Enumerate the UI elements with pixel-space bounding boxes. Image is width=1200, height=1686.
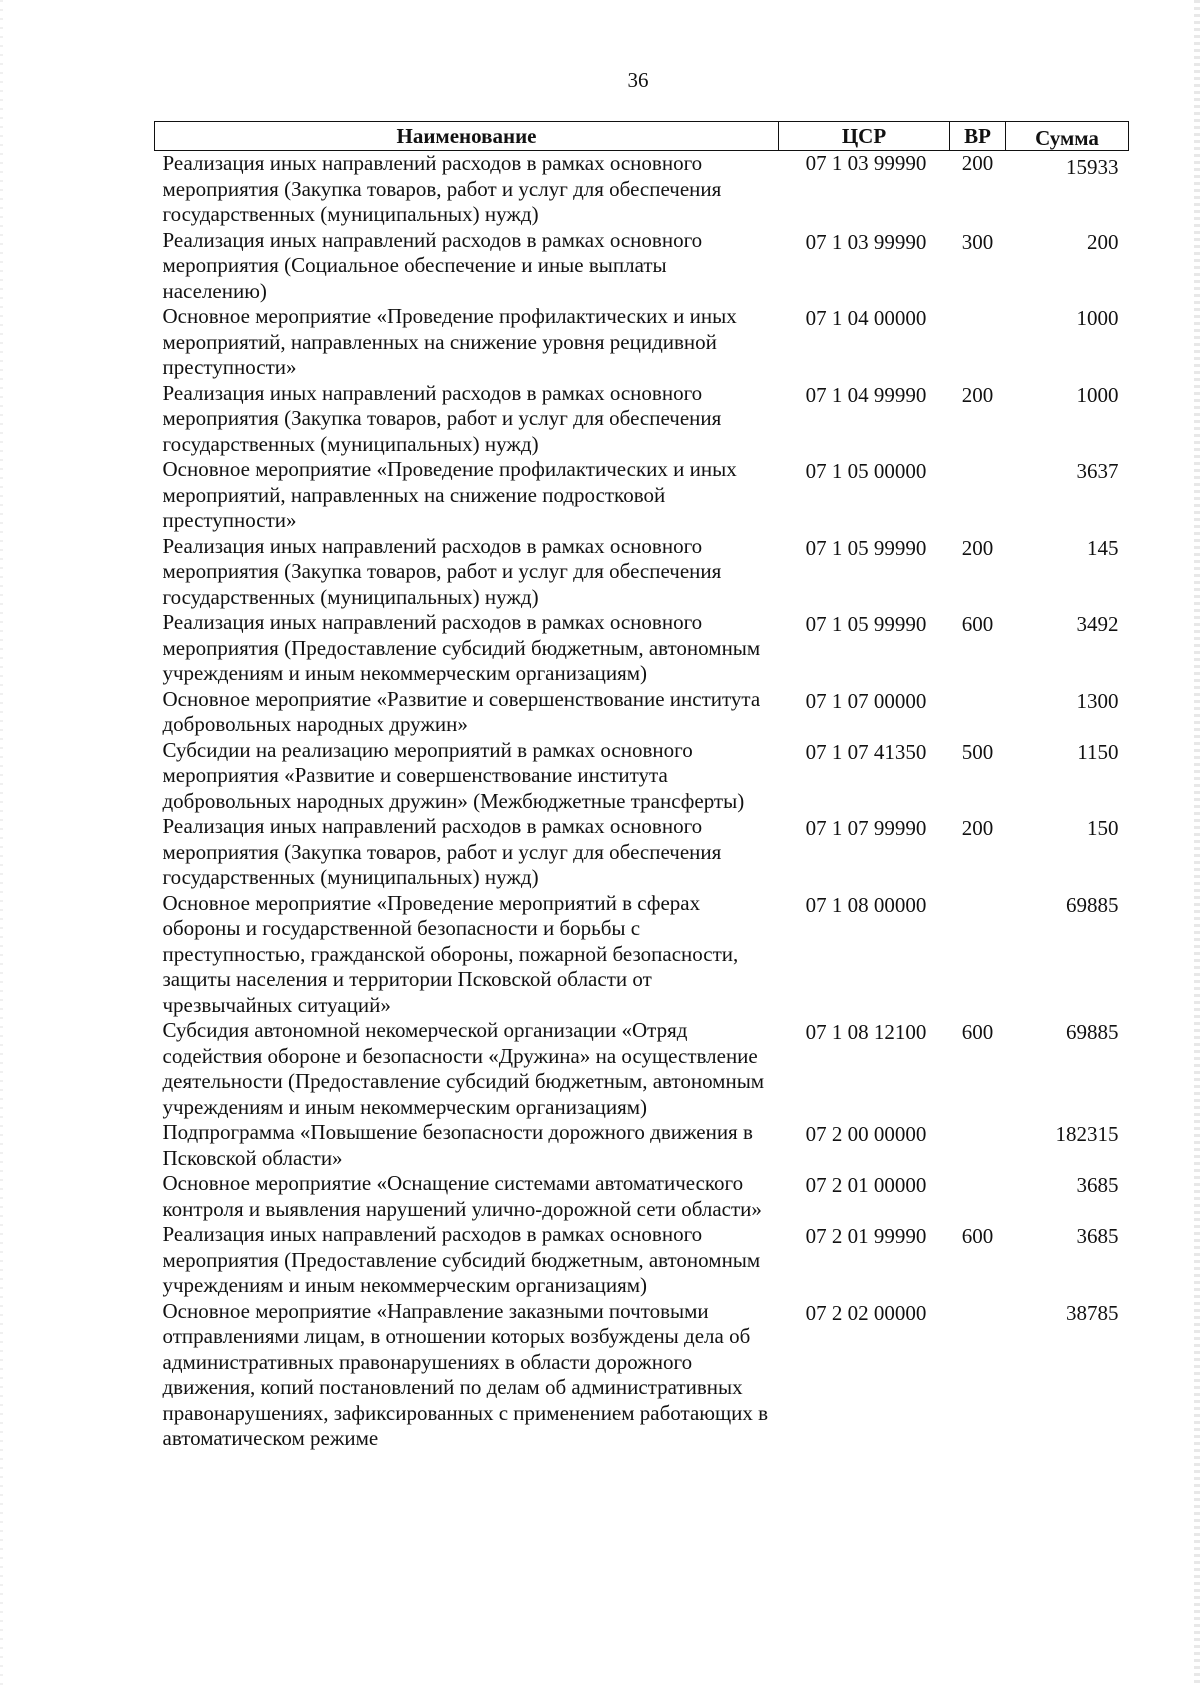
table-row <box>155 687 1129 738</box>
row-csr-cell: 07 1 03 99990 <box>805 151 927 175</box>
page-number: 36 <box>627 68 649 92</box>
row-vr-cell <box>950 687 1006 738</box>
table-row <box>155 1222 1129 1299</box>
row-vr-cell: 200 <box>961 151 994 175</box>
row-csr-cell: 07 1 04 00000 <box>805 306 927 330</box>
table-row <box>155 814 1129 891</box>
row-csr-cell: 07 1 08 12100 <box>805 1020 927 1044</box>
row-sum-cell: 3685 <box>1076 1224 1119 1248</box>
table-header <box>155 122 1129 151</box>
row-sum-cell: 150 <box>1087 816 1119 840</box>
row-sum-cell: 3492 <box>1076 612 1119 636</box>
row-name-cell: Основное мероприятие «Развитие и совершенствование института добровольных народных дружин» <box>162 686 761 736</box>
row-vr-cell <box>950 891 1006 1019</box>
row-sum-cell: 1000 <box>1076 382 1119 407</box>
row-vr-cell <box>950 1299 1006 1452</box>
row-name-cell: Основное мероприятие «Проведение профилактических и иных мероприятий, направленных на снижение уровня рецидивной преступности» <box>162 304 737 379</box>
row-vr-cell <box>950 1120 1006 1171</box>
table-row <box>155 1171 1129 1222</box>
table-row <box>155 304 1129 381</box>
row-vr-cell: 600 <box>961 1224 994 1248</box>
table-row <box>155 1299 1129 1452</box>
row-csr-cell: 07 1 03 99990 <box>805 229 927 254</box>
row-sum-cell: 69885 <box>1066 1020 1119 1044</box>
row-vr-cell: 300 <box>961 229 994 254</box>
header-csr: ЦСР <box>779 122 950 151</box>
row-name-cell: Основное мероприятие «Проведение профилактических и иных мероприятий, направленных на снижение подростковой преступности» <box>162 457 737 532</box>
row-sum-cell: 1300 <box>1076 688 1119 713</box>
row-name-cell: Субсидии на реализацию мероприятий в рамках основного мероприятия «Развитие и совершенствование института добровольных народных дружин» (Межбюджетные трансферты) <box>162 737 745 813</box>
header-sum: Сумма <box>1006 122 1129 151</box>
row-csr-cell: 07 2 02 00000 <box>805 1300 927 1325</box>
table-row <box>155 381 1129 458</box>
row-csr-cell: 07 1 07 00000 <box>805 688 927 713</box>
scan-edge-right <box>1194 0 1200 1686</box>
row-sum-cell: 69885 <box>1066 892 1119 917</box>
table-body <box>155 151 1129 1452</box>
row-name-cell: Реализация иных направлений расходов в рамках основного мероприятия (Закупка товаров, работ и услуг для обеспечения государственных (муниципальных) нужд) <box>162 380 722 456</box>
row-vr-cell: 200 <box>961 816 994 840</box>
row-vr-cell <box>950 1171 1006 1222</box>
row-name-cell: Субсидия автономной некомерческой организации «Отряд содействия обороне и безопасности «Дружина» на осуществление деятельности (Предоставление субсидий бюджетным, автономным учреждениям и иным некоммерческим организациям) <box>162 1018 765 1119</box>
row-csr-cell: 07 1 07 99990 <box>805 816 927 840</box>
row-name-cell: Реализация иных направлений расходов в рамках основного мероприятия (Закупка товаров, работ и услуг для обеспечения государственных (муниципальных) нужд) <box>162 814 722 889</box>
row-vr-cell <box>950 457 1006 534</box>
table-row <box>155 610 1129 687</box>
row-name-cell: Реализация иных направлений расходов в рамках основного мероприятия (Предоставление субсидий бюджетным, автономным учреждениям и иным некоммерческим организациям) <box>162 610 761 685</box>
row-csr-cell: 07 2 01 00000 <box>805 1173 927 1197</box>
row-vr-cell: 600 <box>961 1020 994 1044</box>
row-name-cell: Подпрограмма «Повышение безопасности дорожного движения в Псковской области» <box>162 1120 753 1170</box>
table-row <box>155 738 1129 815</box>
row-sum-cell: 3685 <box>1076 1173 1119 1197</box>
row-name-cell: Реализация иных направлений расходов в рамках основного мероприятия (Закупка товаров, работ и услуг для обеспечения государственных (муниципальных) нужд) <box>162 151 722 226</box>
table-row <box>155 1018 1129 1120</box>
row-name-cell: Реализация иных направлений расходов в рамках основного мероприятия (Предоставление субсидий бюджетным, автономным учреждениям и иным некоммерческим организациям) <box>162 1222 761 1297</box>
row-sum-cell: 1150 <box>1077 739 1119 764</box>
row-sum-cell: 182315 <box>1055 1122 1119 1146</box>
row-csr-cell: 07 1 05 99990 <box>805 535 927 560</box>
header-name: Наименование <box>155 122 779 151</box>
row-sum-cell: 3637 <box>1076 459 1119 483</box>
scan-edge-left <box>0 0 3 1686</box>
row-name-cell: Основное мероприятие «Проведение мероприятий в сферах обороны и государственной безопасности и борьбы с преступностью, гражданской обороны, пожарной безопасности, защиты населения и территории Псковской области от чрезвычайных ситуаций» <box>162 890 739 1017</box>
table-row <box>155 151 1129 228</box>
table-row <box>155 534 1129 611</box>
row-sum-cell: 38785 <box>1066 1300 1119 1325</box>
table-row <box>155 891 1129 1019</box>
row-vr-cell: 200 <box>961 535 994 560</box>
row-csr-cell: 07 1 07 41350 <box>805 739 927 764</box>
row-vr-cell: 200 <box>961 382 994 407</box>
table-header-row <box>155 122 1129 151</box>
table-row <box>155 457 1129 534</box>
row-sum-cell: 200 <box>1087 229 1119 254</box>
row-csr-cell: 07 1 05 00000 <box>805 459 927 483</box>
row-name-cell: Основное мероприятие «Оснащение системами автоматического контроля и выявления нарушений улично-дорожной сети области» <box>162 1171 762 1221</box>
row-vr-cell: 500 <box>961 739 994 764</box>
table-row <box>155 1120 1129 1171</box>
row-name-cell: Реализация иных направлений расходов в рамках основного мероприятия (Закупка товаров, работ и услуг для обеспечения государственных (муниципальных) нужд) <box>162 533 722 609</box>
row-name-cell: Основное мероприятие «Направление заказными почтовыми отправлениями лицам, в отношении которых возбуждены дела об административных правонарушениях в области дорожного движения, копий постановлений по делам об административных правонарушениях, зафиксированных с применением работающих в автоматическом режиме <box>162 1298 769 1450</box>
header-vr: ВР <box>950 122 1006 151</box>
budget-table <box>154 121 1129 1452</box>
row-csr-cell: 07 2 01 99990 <box>805 1224 927 1248</box>
row-sum-cell: 1000 <box>1076 306 1119 330</box>
table-row <box>155 228 1129 305</box>
row-csr-cell: 07 2 00 00000 <box>805 1122 927 1146</box>
row-sum-cell: 145 <box>1087 535 1119 560</box>
row-name-cell: Реализация иных направлений расходов в рамках основного мероприятия (Социальное обеспечение и иные выплаты населению) <box>162 227 703 303</box>
row-vr-cell <box>950 304 1006 381</box>
row-csr-cell: 07 1 05 99990 <box>805 612 927 636</box>
row-csr-cell: 07 1 04 99990 <box>805 382 927 407</box>
row-vr-cell: 600 <box>961 612 994 636</box>
row-csr-cell: 07 1 08 00000 <box>805 892 927 917</box>
row-sum-cell: 15933 <box>1066 155 1119 179</box>
